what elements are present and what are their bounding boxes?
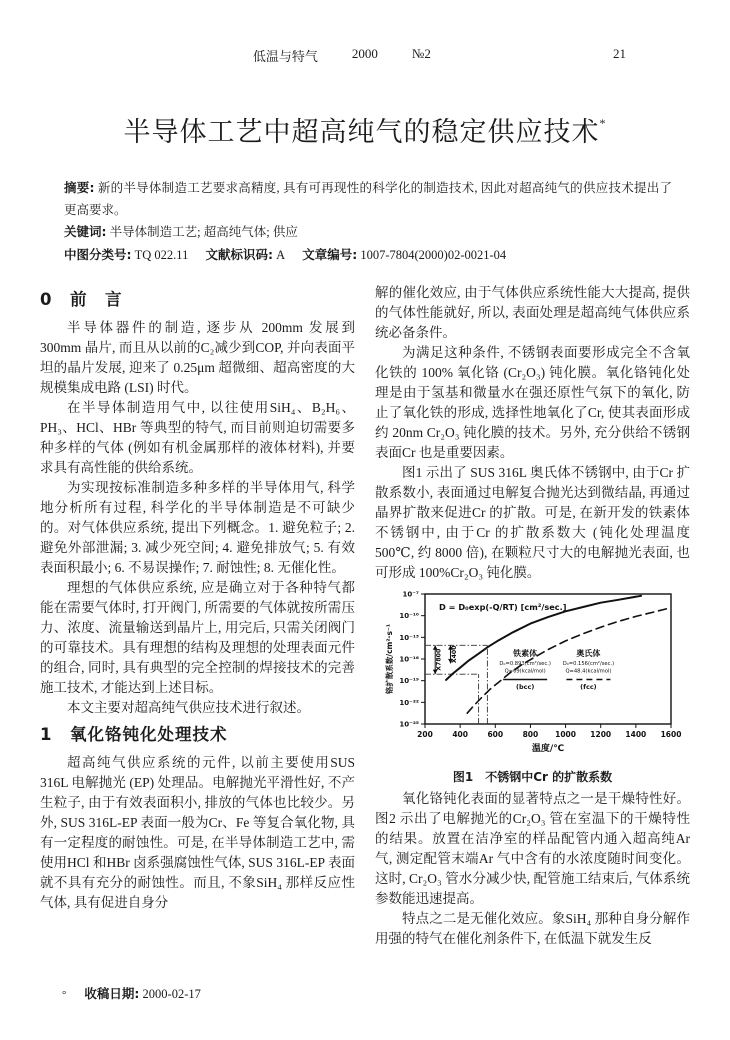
section-heading-1: 1 氧化铬钝化处理技术: [40, 725, 228, 744]
clc-label: 中图分类号:: [64, 246, 132, 262]
page-number: 21: [613, 46, 626, 61]
doc-code-value: A: [272, 247, 286, 262]
article-id-label: 文章编号:: [302, 246, 358, 262]
svg-text:10⁻⁷: 10⁻⁷: [401, 590, 419, 599]
svg-text:10⁻¹³: 10⁻¹³: [398, 633, 419, 642]
classification-line: [64, 244, 672, 267]
clc-group: [64, 248, 188, 262]
doc-code-group: [205, 248, 285, 262]
svg-text:D₀=0.156(cm²/sec.): D₀=0.156(cm²/sec.): [562, 661, 614, 667]
page-header: [0, 46, 730, 64]
abstract-label: 摘要:: [64, 180, 95, 195]
diffusion-chart: [383, 588, 683, 758]
svg-text:200: 200: [416, 730, 433, 739]
svg-text:D = D₀exp(-Q/RT) [cm²/sec.]: D = D₀exp(-Q/RT) [cm²/sec.]: [438, 602, 566, 612]
title-footnote-marker: *: [599, 116, 607, 130]
paragraph: 在半导体制造用气中, 以往使用SiH₄、B₂H₆、PH₃、HCl、HBr 等典型的特气, 而目前则迫切需要多种多样的气体 (例如有机金属那样的液体材料), 并要求具有高性能的供给系统。: [40, 400, 355, 475]
svg-text:(fcc): (fcc): [579, 683, 597, 691]
svg-text:1000: 1000: [554, 730, 576, 739]
keywords-line: [64, 221, 672, 244]
svg-text:1400: 1400: [624, 730, 646, 739]
paragraph: 理想的气体供应系统, 应是确立对于各种特气都能在需要气体时, 打开阀门, 所需要的气体就按所需压力、浓度、流量输送到晶片上, 用完后, 只需关闭阀门的可靠技术。具有理想的结构及理想的处理表面元件的组合, 同时, 具有典型的完全控制的焊接技术的完善施工技术, 才能达到上述目标。: [40, 580, 355, 695]
svg-text:Q=69(kcal/mol): Q=69(kcal/mol): [504, 668, 546, 675]
journal-year: 2000: [351, 46, 378, 61]
paragraph: 本文主要对超高纯气供应技术进行叙述。: [67, 700, 310, 715]
right-column: [375, 283, 690, 949]
article-id-group: [302, 248, 506, 262]
svg-text:X400: X400: [450, 645, 458, 664]
svg-text:温度/℃: 温度/℃: [531, 744, 564, 754]
svg-text:X7800: X7800: [435, 648, 443, 671]
abstract-text: 新的半导体制造工艺要求高精度, 具有可再现性的科学化的制造技术, 因此对超高纯气的供应技术提出了更高要求。: [64, 181, 672, 217]
paragraph: 半导体器件的制造, 逐步从 200mm 发展到 300mm 晶片, 而且从以前的C₂减少到COP, 并向表面平坦的晶片发展, 迎来了 0.25μm 超微细、超高密度的大规模集成电路 (LSI) 时代。: [40, 320, 355, 395]
journal-header-line: [253, 46, 431, 65]
svg-text:1200: 1200: [589, 730, 611, 739]
footnote-label: 收稿日期:: [84, 986, 140, 1001]
paragraph: 为实现按标准制造多种多样的半导体用气, 科学地分析所有过程, 科学化的半导体制造是不可缺少的。对气体供应系统, 提出下列概念。1. 避免粒子; 2. 避免外部泄漏; 3. 减少死空间; 4. 避免排放气; 5. 有效表面积最小; 6. 不易误操作; 7. 耐蚀性; 8. 无催化性。: [40, 480, 355, 575]
article-title-text: 半导体工艺中超高纯气的稳定供应技术: [123, 117, 600, 147]
svg-text:10⁻²⁵: 10⁻²⁵: [398, 720, 419, 729]
svg-text:1600: 1600: [660, 730, 681, 739]
keywords-label: 关键词:: [64, 224, 107, 239]
paragraph: 为满足这种条件, 不锈钢表面要形成完全不含氧化铁的 100% 氧化铬 (Cr₂O₃) 钝化膜。氧化铬钝化处理是由于氢基和微量水在强还原性气氛下的氧化, 防止了氧化铁的形成, 选择性地氧化了Cr, 使其表面形成约 20nm Cr₂O₃ 钝化膜的技术。另外, 充分供给不锈钢表面Cr 也是重要因素。: [375, 345, 690, 460]
article-id-value: 1007-7804(2000)02-0021-04: [357, 247, 507, 262]
left-column: [40, 283, 355, 949]
paragraph: 图1 示出了 SUS 316L 奥氏体不锈钢中, 由于Cr 扩散系数小, 表面通过电解复合抛光达到微结晶, 再通过晶界扩散来促进Cr 的扩散。可是, 在新开发的铁素体不锈钢中, 由于Cr 的扩散系数大 (钝化处理温度 500℃, 约 8000 倍), 在颗粒尺寸大的电解抛光表面, 也可形成 100%Cr₂O₃ 钝化膜。: [375, 465, 690, 580]
body-columns: [40, 283, 690, 949]
svg-text:10⁻²²: 10⁻²²: [398, 698, 419, 707]
svg-text:Q=48.4(kcal/mol): Q=48.4(kcal/mol): [564, 668, 611, 675]
svg-text:10⁻¹⁰: 10⁻¹⁰: [398, 612, 419, 621]
svg-text:400: 400: [451, 730, 468, 739]
svg-text:奥氏体: 奥氏体: [575, 649, 600, 658]
footnote: [62, 984, 201, 1002]
paragraph: 超高纯气供应系统的元件, 以前主要使用SUS 316L 电解抛光 (EP) 处理品。电解抛光平滑性好, 不产生粒子, 由于有效表面积小, 排放的气体也比较少。另外, SUS 316L-EP 表面一般为Cr、Fe 等复合氧化物, 具有一定程度的耐蚀性。可是, 在半导体制造工艺中, 需使用HCl 和HBr 卤系强腐蚀性气体, SUS 316L-EP 表面就不具有充分的耐蚀性。而且, 不象SiH₄ 那样反应性气体, 具有促进自身分: [40, 755, 355, 910]
figure-1: [375, 588, 690, 787]
paragraph: 特点之二是无催化效应。象SiH₄ 那种自身分解作用强的特气在催化剂条件下, 在低温下就发生反: [375, 911, 690, 946]
section-heading-0: 0 前 言: [40, 290, 123, 309]
svg-text:铁素体: 铁素体: [512, 649, 537, 658]
figure-1-caption: 图1 不锈钢中Cr 的扩散系数: [452, 770, 613, 784]
footnote-marker: °: [62, 989, 67, 1001]
clc-value: TQ 022.11: [131, 247, 189, 262]
abstract-block: [64, 177, 672, 266]
journal-issue: №2: [411, 46, 431, 61]
keywords-text: 半导体制造工艺; 超高纯气体; 供应: [106, 225, 298, 239]
journal-name: 低温与特气: [252, 49, 318, 64]
svg-text:800: 800: [522, 730, 538, 739]
svg-text:铬扩散系数/cm²·s⁻¹: 铬扩散系数/cm²·s⁻¹: [384, 623, 394, 695]
svg-text:(bcc): (bcc): [515, 683, 534, 691]
article-title: [0, 110, 730, 149]
svg-text:600: 600: [486, 730, 503, 739]
paragraph: 氧化铬钝化表面的显著特点之一是干燥特性好。图2 示出了电解抛光的Cr₂O₃ 管在室温下的干燥特性的结果。放置在洁净室的样品配管内通入超高纯Ar 气, 测定配管末端Ar 气中含有的水浓度随时间变化。这时, Cr₂O₃ 管水分减少快, 配管施工结束后, 气体系统参数能迅速提高。: [375, 791, 690, 906]
doc-code-label: 文献标识码:: [205, 246, 273, 262]
svg-text:10⁻¹⁹: 10⁻¹⁹: [398, 677, 419, 686]
svg-text:D₀=0.893(cm²/sec.): D₀=0.893(cm²/sec.): [498, 661, 551, 667]
footnote-date: 2000-02-17: [139, 987, 201, 1001]
paragraph: 解的催化效应, 由于气体供应系统性能大大提高, 提供的气体性能就好, 所以, 表面处理是超高纯气体供应系统必备条件。: [375, 285, 690, 340]
abstract-line: [64, 177, 672, 221]
svg-text:10⁻¹⁶: 10⁻¹⁶: [398, 655, 419, 664]
